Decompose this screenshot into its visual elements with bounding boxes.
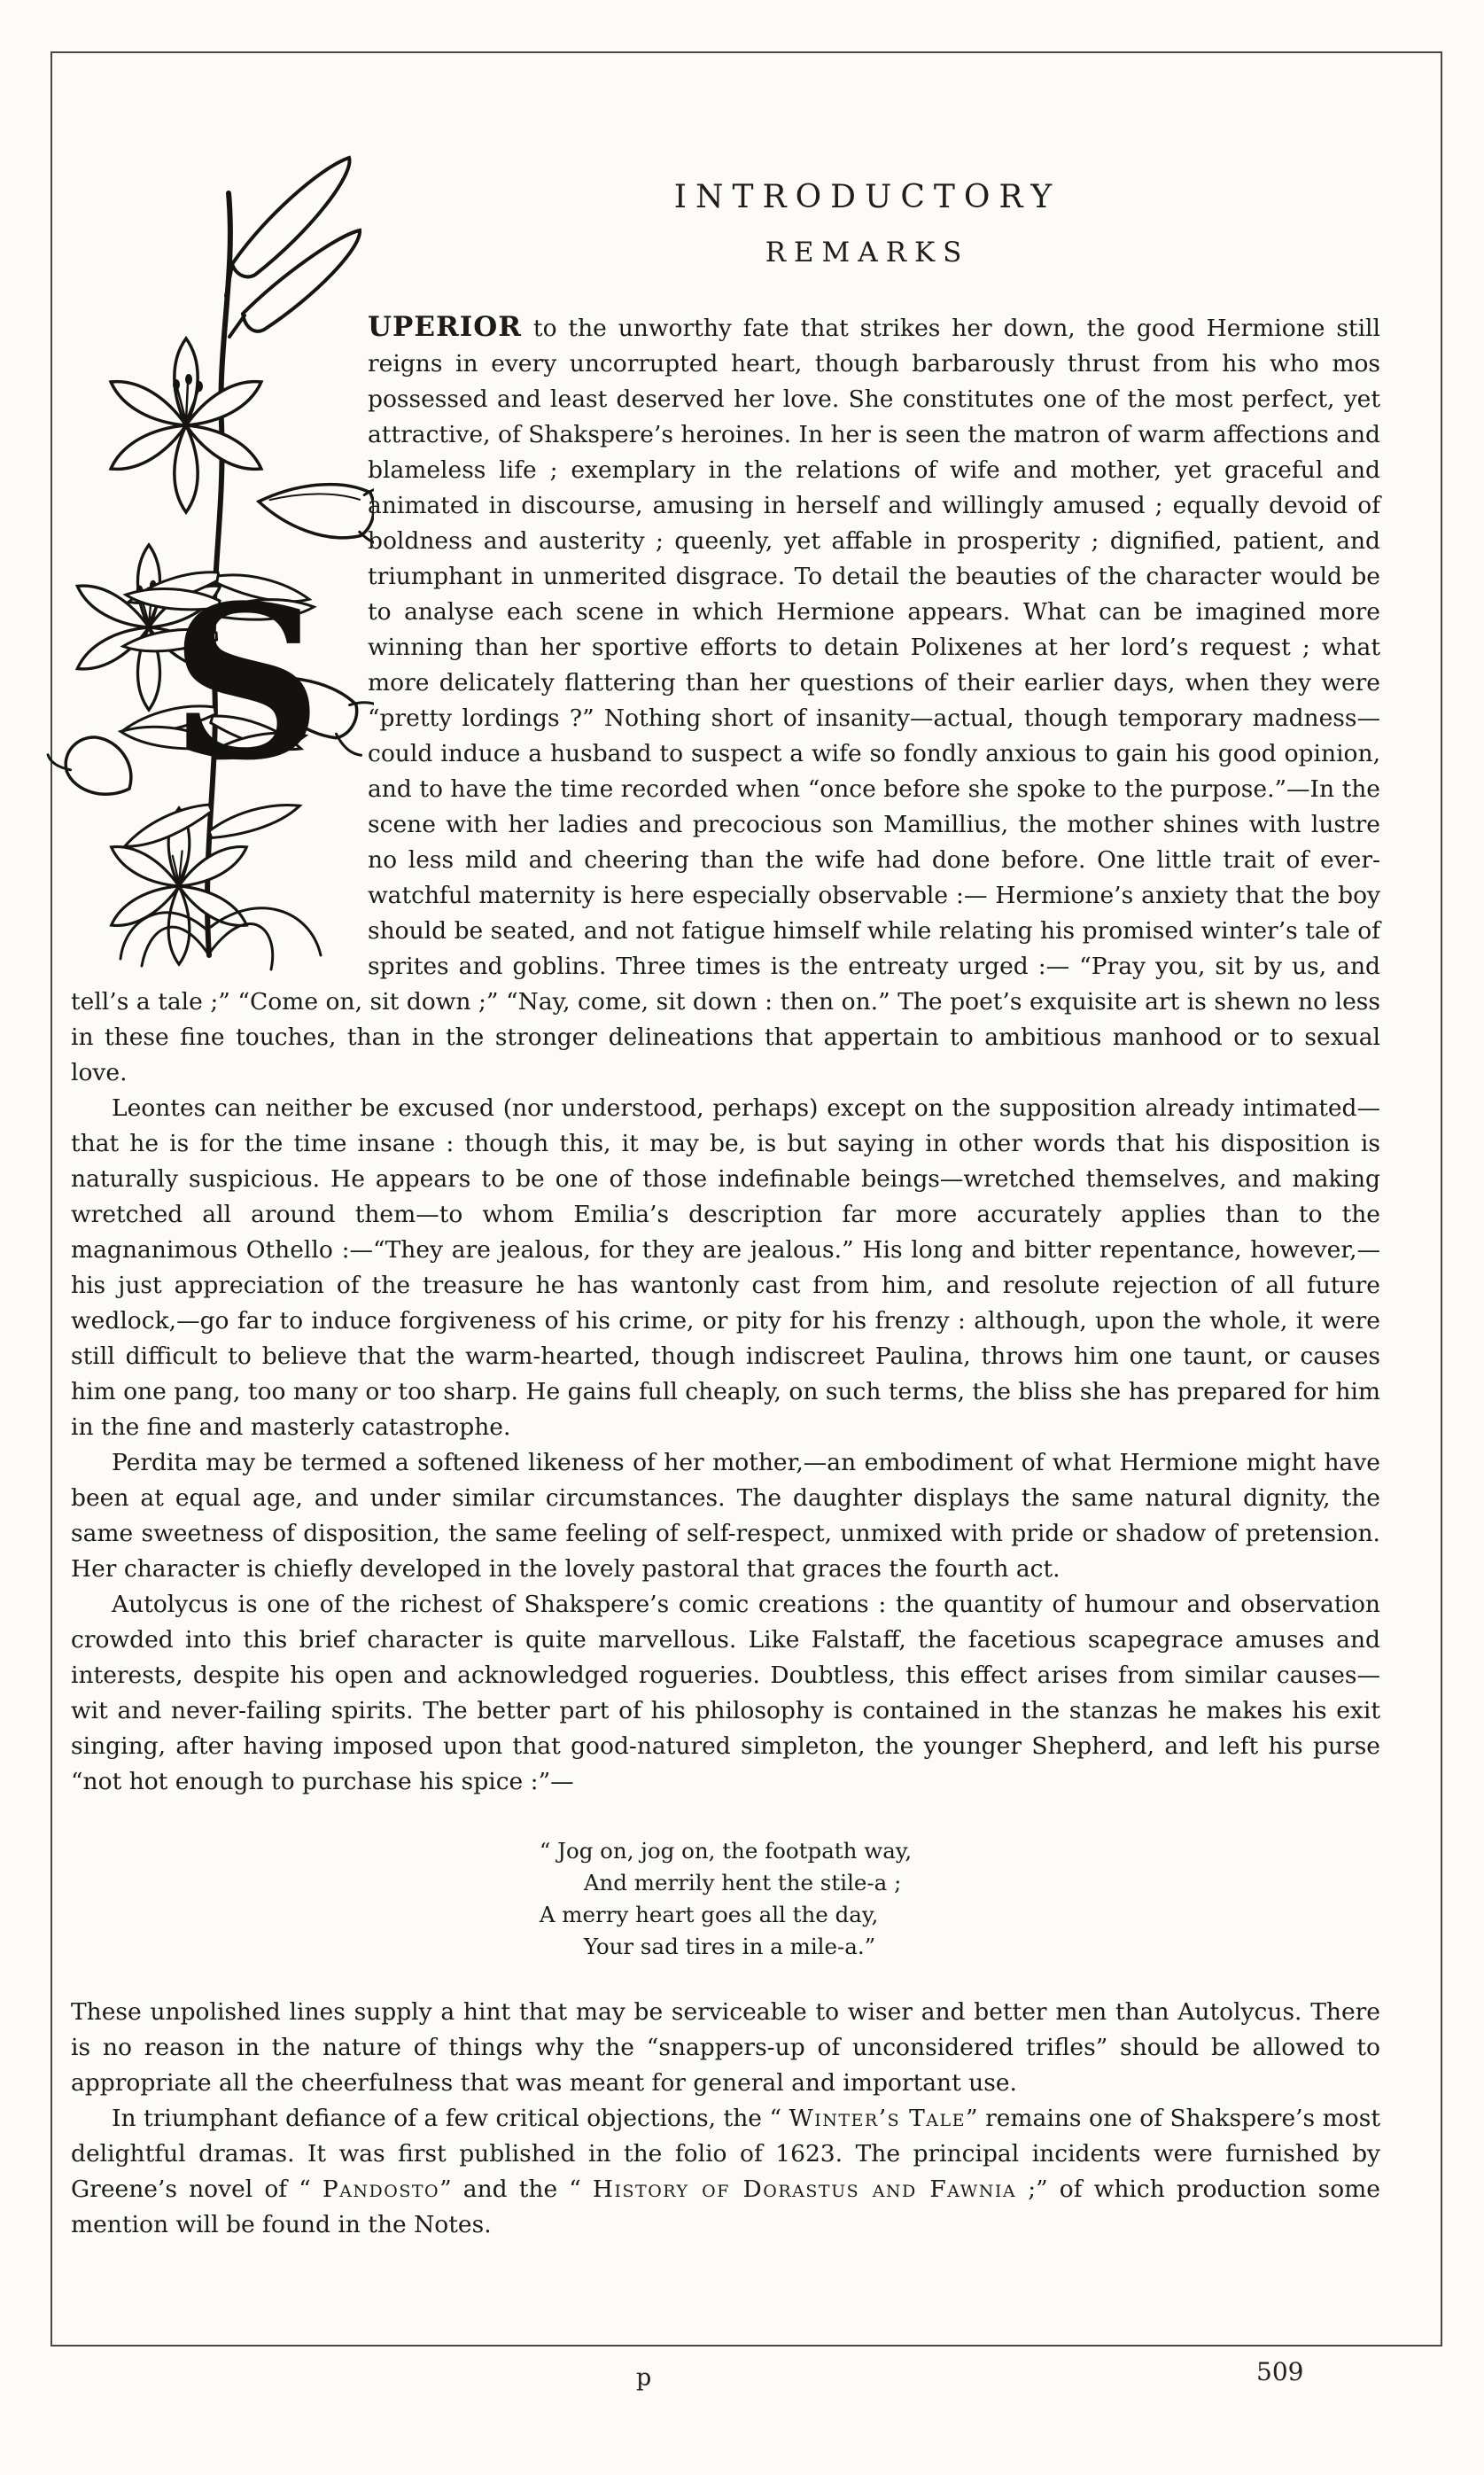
initial-letter-s: S — [170, 560, 322, 807]
book-title-pandosto: Pandosto — [322, 2175, 440, 2203]
text-segment: ” remains one of Shakspere’s most delightful dramas. It was first published in the folio of 1623. The principal incidents were furnished by Greene’s novel of “ — [71, 2105, 1380, 2203]
paragraph-unpolished-lines: These unpolished lines supply a hint that may be serviceable to wiser and better men than Autolycus. There is no reason in the nature of things why the “snappers-up of unconsidered trifles” should be allowed to appropriate all the cheerfulness that was meant for general and important use. — [71, 1998, 1380, 2097]
page-subtitle: REMARKS — [765, 237, 970, 269]
verse-line: “ Jog on, jog on, the footpath way, — [539, 1838, 913, 1864]
paragraph-winters-tale — [71, 2101, 1380, 2243]
text-segment: to the unworthy fate that strikes her down, the good Hermione still reigns in every uncorrupted heart, though barbarously thrust from his who mos possessed and least deserved her love. She constitutes one of the most perfect, yet attractive, of Shakspere’s heroines. In her is seen the matron of warm affections and blameless life ; exemplary in the relations of wife and mother, yet graceful and animated in discourse, amusing in herself and willingly amused ; equally devoid of boldness and austerity ; queenly, yet affable in prosperity ; dignified, patient, and triumphant in unmerited disgrace. To detail the beauties of the character would be to analyse each scene in which Hermione appears. What can be imagined more winning than her sportive efforts to detain Polixenes at her lord’s request ; what more delicately flattering than her questions of their earlier days, when they were “pretty lordings ?” Nothing short of insanity—actual, though temporary madness—could induce a husband to suspect a wife so fondly anxious to gain his good opinion, and to have the time recorded when “once before she spoke to the purpose.”—In the scene with her ladies and precocious son Mamillius, the mother shines with lustre no less mild and cheering than the wife had done before. One little trait of ever-watchful maternity is here especially observable :— Hermione’s anxiety that the boy should be seated, and not fatigue himself while relating his promised winter’s tale of sprites and goblins. Three times is the entreaty urged :— “Pray you, sit by us, and tell’s a tale ;” “Come on, sit down ;” “Nay, come, sit down : then on.” The poet’s exquisite art is shewn no less in these fine touches, than in the stronger delineations that appertain to ambitious manhood or to sexual love. — [71, 315, 1380, 1086]
printer-signature-mark: p — [636, 2364, 652, 2392]
page-number: 509 — [1256, 2357, 1304, 2386]
paragraph-perdita: Perdita may be termed a softened likeness of her mother,—an embodiment of what Hermione might have been at equal age, and under similar circumstances. The daughter displays the same natural dignity, the same sweetness of disposition, the same feeling of self-respect, unmixed with pride or shadow of pretension. Her character is chiefly developed in the lovely pastoral that graces the fourth act. — [71, 1449, 1380, 1583]
verse-line: A merry heart goes all the day, — [539, 1902, 879, 1927]
paragraph-autolycus: Autolycus is one of the richest of Shakspere’s comic creations : the quantity of humour and observation crowded into this brief character is quite marvellous. Like Falstaff, the facetious scapegrace amuses and interests, despite his open and acknowledged rogueries. Doubtless, this effect arises from similar causes—wit and never-failing spirits. The better part of his philosophy is contained in the stanzas he makes his exit singing, after having imposed upon that good-natured simpleton, the younger Shepherd, and left his purse “not hot enough to purchase his spice :”— — [71, 1591, 1380, 1795]
verse-line: And merrily hent the stile-a ; — [583, 1870, 902, 1895]
page-title: INTRODUCTORY — [673, 179, 1061, 215]
play-title-winters-tale: Winter’s Tale — [789, 2105, 967, 2132]
text-segment: ” and the “ — [439, 2175, 593, 2203]
body-text — [71, 309, 1380, 2243]
text-segment: In triumphant defiance of a few critical objections, the “ — [112, 2105, 789, 2132]
illustration-text-wrap-spacer — [71, 309, 368, 978]
verse-quote — [540, 1835, 912, 1963]
text-segment: ;” of which production some mention will be found in the Notes. — [71, 2175, 1380, 2238]
page-content — [71, 106, 1380, 2243]
verse-line: Your sad tires in a mile-a.” — [583, 1934, 876, 1959]
paragraph-leontes: Leontes can neither be excused (nor understood, perhaps) except on the supposition already intimated—that he is for the time insane : though this, it may be, is but saying in other words that his disposition is naturally suspicious. He appears to be one of those indefinable beings—wretched themselves, and making wretched all around them—to whom Emilia’s description far more accurately applies than to the magnanimous Othello :—“They are jealous, for they are jealous.” His long and bitter repentance, however,—his just appreciation of the treasure he has wantonly cast from him, and resolute rejection of all future wedlock,—go far to induce forgiveness of his crime, or pity for his frenzy : although, upon the whole, it were still difficult to believe that the warm-hearted, though indiscreet Paulina, throws him one taunt, or causes him one pang, too many or too sharp. He gains full cheaply, on such terms, the bliss she has prepared for him in the fine and masterly catastrophe. — [71, 1094, 1380, 1441]
lead-word-superior: UPERIOR — [368, 311, 523, 343]
book-title-dorastus-and-fawnia: History of Dorastus and Fawnia — [592, 2175, 1017, 2203]
